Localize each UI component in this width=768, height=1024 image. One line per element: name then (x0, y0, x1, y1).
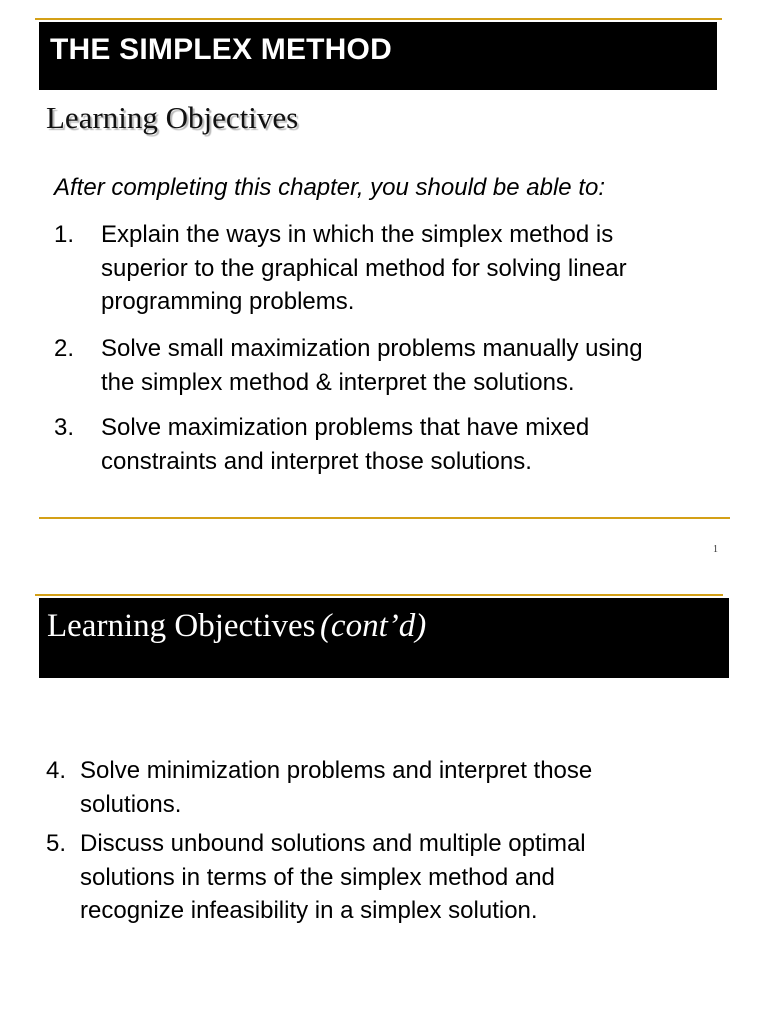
objective-number: 1. (54, 221, 75, 248)
objective-line: Solve minimization problems and interpret those (80, 757, 593, 784)
objective-number: 2. (54, 335, 75, 362)
objective-line: the simplex method & interpret the solutions. (101, 368, 575, 396)
page-number: 1 (713, 544, 718, 555)
slide1-subtitle: Learning Objectives (46, 100, 299, 135)
slide2-top-rule (35, 594, 723, 596)
objective-line: solutions. (80, 790, 182, 818)
objective-number: 4. (46, 757, 67, 784)
objective-number: 5. (46, 830, 67, 857)
objective-number: 3. (54, 414, 75, 441)
slide2-title-suffix: (cont’d) (319, 608, 427, 644)
slide2-title: Learning Objectives (47, 608, 316, 644)
slide1-bottom-rule (39, 517, 730, 519)
objective-line: Solve small maximization problems manually using (101, 335, 643, 362)
objective-line: solutions in terms of the simplex method and (80, 863, 555, 891)
slide2-objectives-list (0, 600, 768, 1000)
objective-line: Explain the ways in which the simplex method is (101, 221, 614, 248)
objective-line: recognize infeasibility in a simplex solution. (80, 897, 538, 924)
slide1-title: THE SIMPLEX METHOD (50, 33, 392, 66)
objective-line: Solve maximization problems that have mixed (101, 414, 590, 441)
objective-line: superior to the graphical method for solving linear (101, 254, 627, 282)
slide1-intro: After completing this chapter, you should be able to: (54, 174, 606, 201)
objective-line: programming problems. (101, 288, 355, 315)
objective-line: Discuss unbound solutions and multiple optimal (80, 830, 586, 857)
objective-line: constraints and interpret those solutions. (101, 447, 532, 475)
